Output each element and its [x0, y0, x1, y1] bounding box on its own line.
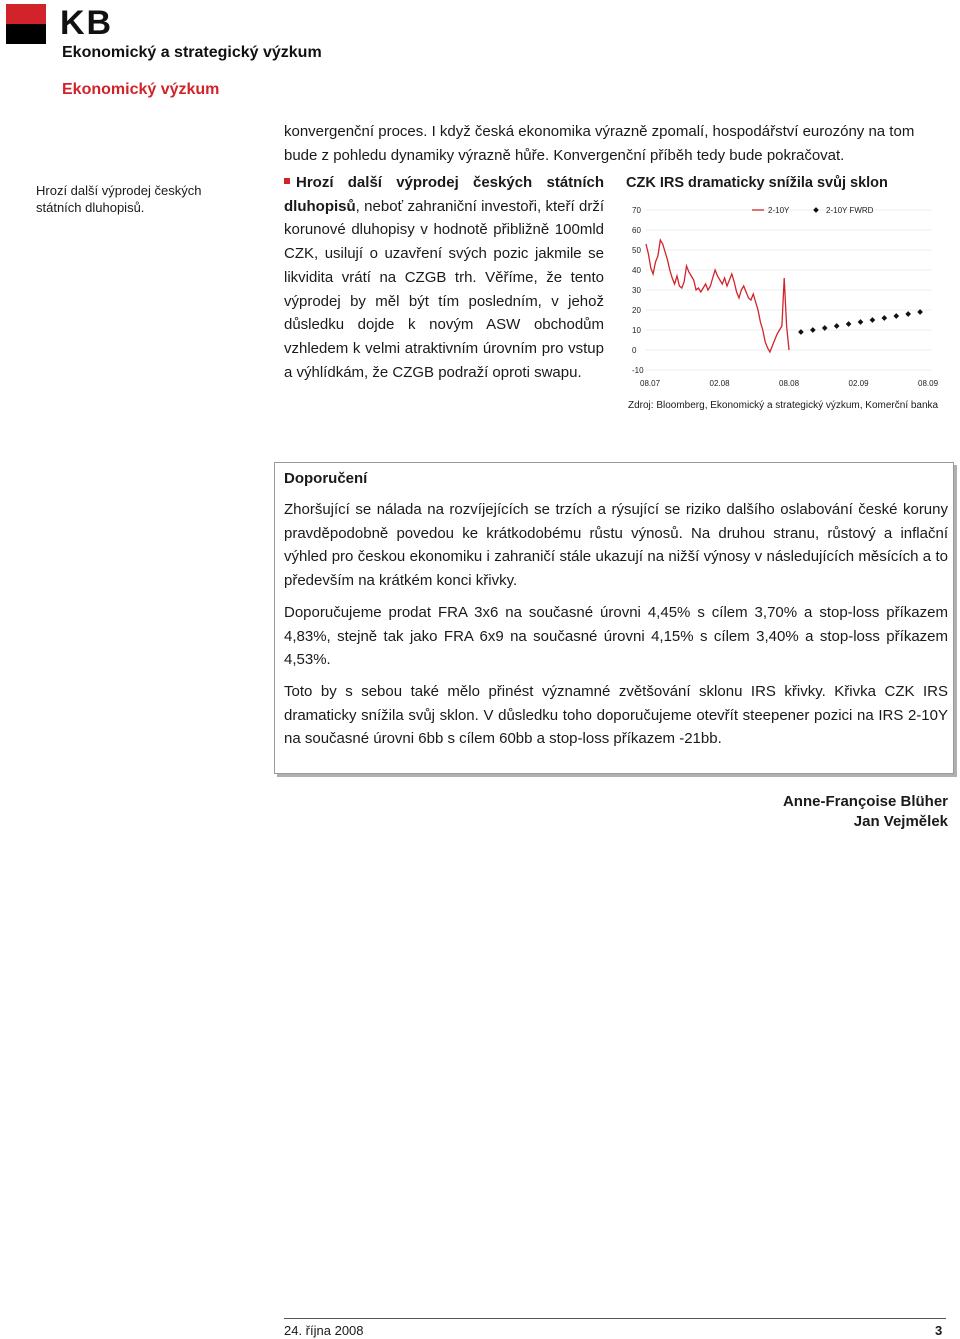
y-tick-label: 50 [632, 246, 641, 255]
x-tick-label: 02.08 [709, 379, 730, 388]
section-title: Ekonomický výzkum [62, 81, 220, 98]
x-tick-label: 08.08 [779, 379, 800, 388]
series-marker-2-10y-fwrd [882, 315, 888, 321]
author-name: Anne-Françoise Blüher [782, 793, 948, 810]
bullet-icon [284, 178, 290, 184]
series-marker-2-10y-fwrd [870, 317, 876, 323]
y-tick-label: 10 [632, 326, 641, 335]
recommendation-paragraph-1: Zhoršující se nálada na rozvíjejících se trzích a rýsující se riziko dalšího oslabování české koruny pravděpodobně povedou ke krátkodobému růstu výnosů. Na druhou stranu, růstový a inflační výhled pro českou ekonomiku i zahraničí stále ukazují na nižší výnosy v následujících měsících a to především na krátkém konci křivky. [284, 501, 948, 589]
series-marker-2-10y-fwrd [858, 319, 864, 325]
intro-paragraph: konvergenční proces. I když česká ekonomika výrazně zpomalí, hospodářství eurozóny na tom bude z pohledu dynamiky výrazně hůře. Konvergenční příběh tedy bude pokračovat. [284, 123, 915, 164]
logo-text: KB [60, 4, 114, 42]
y-tick-label: 30 [632, 286, 641, 295]
page-number: 3 [935, 1323, 943, 1338]
series-line-2-10y [646, 240, 789, 352]
footer-date: 24. října 2008 [284, 1323, 364, 1338]
series-marker-2-10y-fwrd [905, 311, 911, 317]
legend-marker-2-10y-fwrd [813, 207, 819, 213]
y-tick-label: 0 [632, 346, 637, 355]
y-tick-label: 60 [632, 226, 641, 235]
y-tick-label: 40 [632, 266, 641, 275]
bond-paragraph-rest: , neboť zahraniční investoři, kteří drží korunové dluhopisy v hodnotě přibližně 100mld CZK, usilují o uzavření svých pozic jakmile se likvidita vrátí na CZGB trh. Věříme, že tento výprodej by měl být tím posledním, v jehož důsledku dojde k novým ASW obchodům vzhledem k velmi atraktivním úrovním pro vstup a výhlídkám, že CZGB podraží oproti swapu. [284, 197, 604, 381]
department-title: Ekonomický a strategický výzkum [62, 44, 322, 61]
series-marker-2-10y-fwrd [893, 313, 899, 319]
bond-paragraph [284, 171, 604, 384]
chart-title: CZK IRS dramaticky snížila svůj sklon [626, 175, 888, 191]
recommendation-paragraph-2: Doporučujeme prodat FRA 3x6 na současné úrovni 4,45% s cílem 3,70% a stop-loss příkazem 4,83%, stejně tak jako FRA 6x9 na současné úrovni 4,15% s cílem 3,40% a stop-loss příkazem 4,53%. [284, 604, 948, 668]
series-marker-2-10y-fwrd [810, 327, 816, 333]
legend-label: 2-10Y FWRD [826, 206, 874, 215]
x-tick-label: 02.09 [848, 379, 869, 388]
x-tick-label: 08.07 [640, 379, 661, 388]
series-marker-2-10y-fwrd [834, 323, 840, 329]
recommendation-heading: Doporučení [284, 470, 368, 487]
footer-divider [284, 1318, 946, 1319]
author-name: Jan Vejmělek [853, 813, 948, 830]
sidenote: Hrozí další výprodej českých státních dluhopisů. [36, 183, 202, 215]
legend-label: 2-10Y [768, 206, 790, 215]
recommendation-paragraph-3: Toto by s sebou také mělo přinést významné zvětšování sklonu IRS křivky. Křivka CZK IRS dramaticky snížila svůj sklon. V důsledku toho doporučujeme otevřít steepener pozici na IRS 2-10Y na současné úrovni 6bb s cílem 60bb a stop-loss příkazem -21bb. [284, 683, 948, 747]
kb-logo-icon [6, 4, 46, 44]
bond-paragraph-lead: Hrozí další výprodej českých státních dluhopisů [284, 174, 604, 215]
irs-chart [620, 196, 950, 396]
y-tick-label: 20 [632, 306, 641, 315]
chart-source: Zdroj: Bloomberg, Ekonomický a strategický výzkum, Komerční banka [628, 400, 939, 411]
y-tick-label: 70 [632, 206, 641, 215]
series-marker-2-10y-fwrd [846, 321, 852, 327]
y-tick-label: -10 [632, 366, 644, 375]
x-tick-label: 08.09 [918, 379, 939, 388]
